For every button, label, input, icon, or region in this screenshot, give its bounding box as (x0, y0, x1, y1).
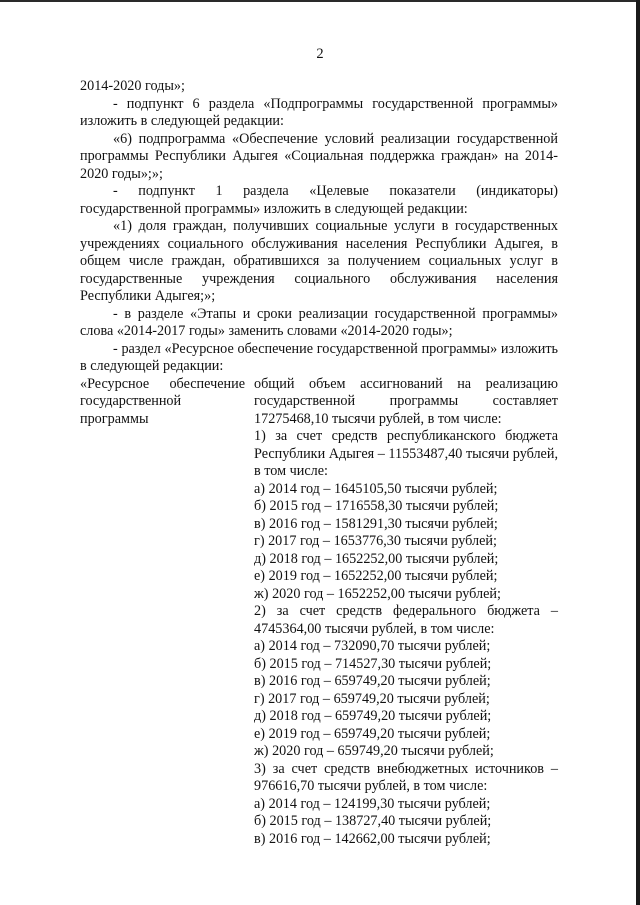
resource-details (254, 376, 558, 849)
paragraph-subprograms: - подпункт 6 раздела «Подпрограммы государственной программы» изложить в следующей редакции: (80, 95, 558, 129)
federal-year-2020: ж) 2020 год – 659749,20 тысячи рублей; (254, 743, 494, 759)
paragraph-indicator-1: «1) доля граждан, получивших социальные услуги в государственных учреждениях социального обслуживания населения Республики Адыгея, в общем числе граждан, обратившихся за получением социальных услуг в государственные учреждения социального обслуживания населения Республики Адыгея;»; (80, 218, 558, 304)
regional-year-2015: б) 2015 год – 1716558,30 тысячи рублей; (254, 498, 499, 514)
regional-year-2018: д) 2018 год – 1652252,00 тысячи рублей; (254, 550, 499, 567)
regional-year-2019: е) 2019 год – 1652252,00 тысячи рублей; (254, 568, 498, 584)
extrabudgetary-year-2016: в) 2016 год – 142662,00 тысячи рублей; (254, 830, 491, 847)
paragraph-stages: - в разделе «Этапы и сроки реализации государственной программы» слова «2014-2017 годы» заменить словами «2014-2020 годы»; (80, 305, 558, 339)
source-heading-federal: 2) за счет средств федерального бюджета – 4745364,00 тысячи рублей, в том числе: (254, 603, 558, 637)
extrabudgetary-year-2014: а) 2014 год – 124199,30 тысячи рублей; (254, 795, 491, 812)
scan-edge-top (0, 0, 640, 2)
scan-edge-right (636, 0, 640, 905)
regional-year-2017: г) 2017 год – 1653776,30 тысячи рублей; (254, 533, 497, 549)
paragraph-continuation: 2014-2020 годы»; (80, 78, 185, 94)
federal-year-2014: а) 2014 год – 732090,70 тысячи рублей; (254, 638, 491, 654)
paragraph-resource-intro: - раздел «Ресурсное обеспечение государственной программы» изложить в следующей редакции: (80, 340, 558, 374)
resource-label: «Ресурсное обеспечение государственной программы (80, 375, 245, 427)
federal-year-2016: в) 2016 год – 659749,20 тысячи рублей; (254, 673, 491, 689)
regional-year-2016: в) 2016 год – 1581291,30 тысячи рублей; (254, 515, 498, 532)
federal-year-2015: б) 2015 год – 714527,30 тысячи рублей; (254, 655, 492, 672)
paragraph-target-indicators: - подпункт 1 раздела «Целевые показатели (индикаторы) государственной программы» изложить в следующей редакции: (80, 183, 558, 217)
extrabudgetary-year-2015: б) 2015 год – 138727,40 тысячи рублей; (254, 813, 492, 829)
paragraph-subprogram-6: «6) подпрограмма «Обеспечение условий реализации государственной программы Республики Адыгея «Социальная поддержка граждан» на 2014-2020 годы»;»; (80, 130, 558, 182)
document-body (80, 78, 558, 848)
resource-total: общий объем ассигнований на реализацию государственной программы составляет 17275468,10 тысячи рублей, в том числе: (254, 375, 558, 427)
page-number: 2 (316, 46, 324, 62)
regional-year-2020: ж) 2020 год – 1652252,00 тысячи рублей; (254, 585, 501, 602)
source-heading-extrabudgetary: 3) за счет средств внебюджетных источников – 976616,70 тысячи рублей, в том числе: (254, 760, 558, 794)
source-heading-regional: 1) за счет средств республиканского бюджета Республики Адыгея – 11553487,40 тысячи рублей, в том числе: (254, 428, 558, 479)
regional-year-2014: а) 2014 год – 1645105,50 тысячи рублей; (254, 480, 498, 497)
resource-section (80, 376, 558, 849)
federal-year-2019: е) 2019 год – 659749,20 тысячи рублей; (254, 725, 491, 742)
federal-year-2017: г) 2017 год – 659749,20 тысячи рублей; (254, 690, 490, 707)
federal-year-2018: д) 2018 год – 659749,20 тысячи рублей; (254, 708, 492, 724)
